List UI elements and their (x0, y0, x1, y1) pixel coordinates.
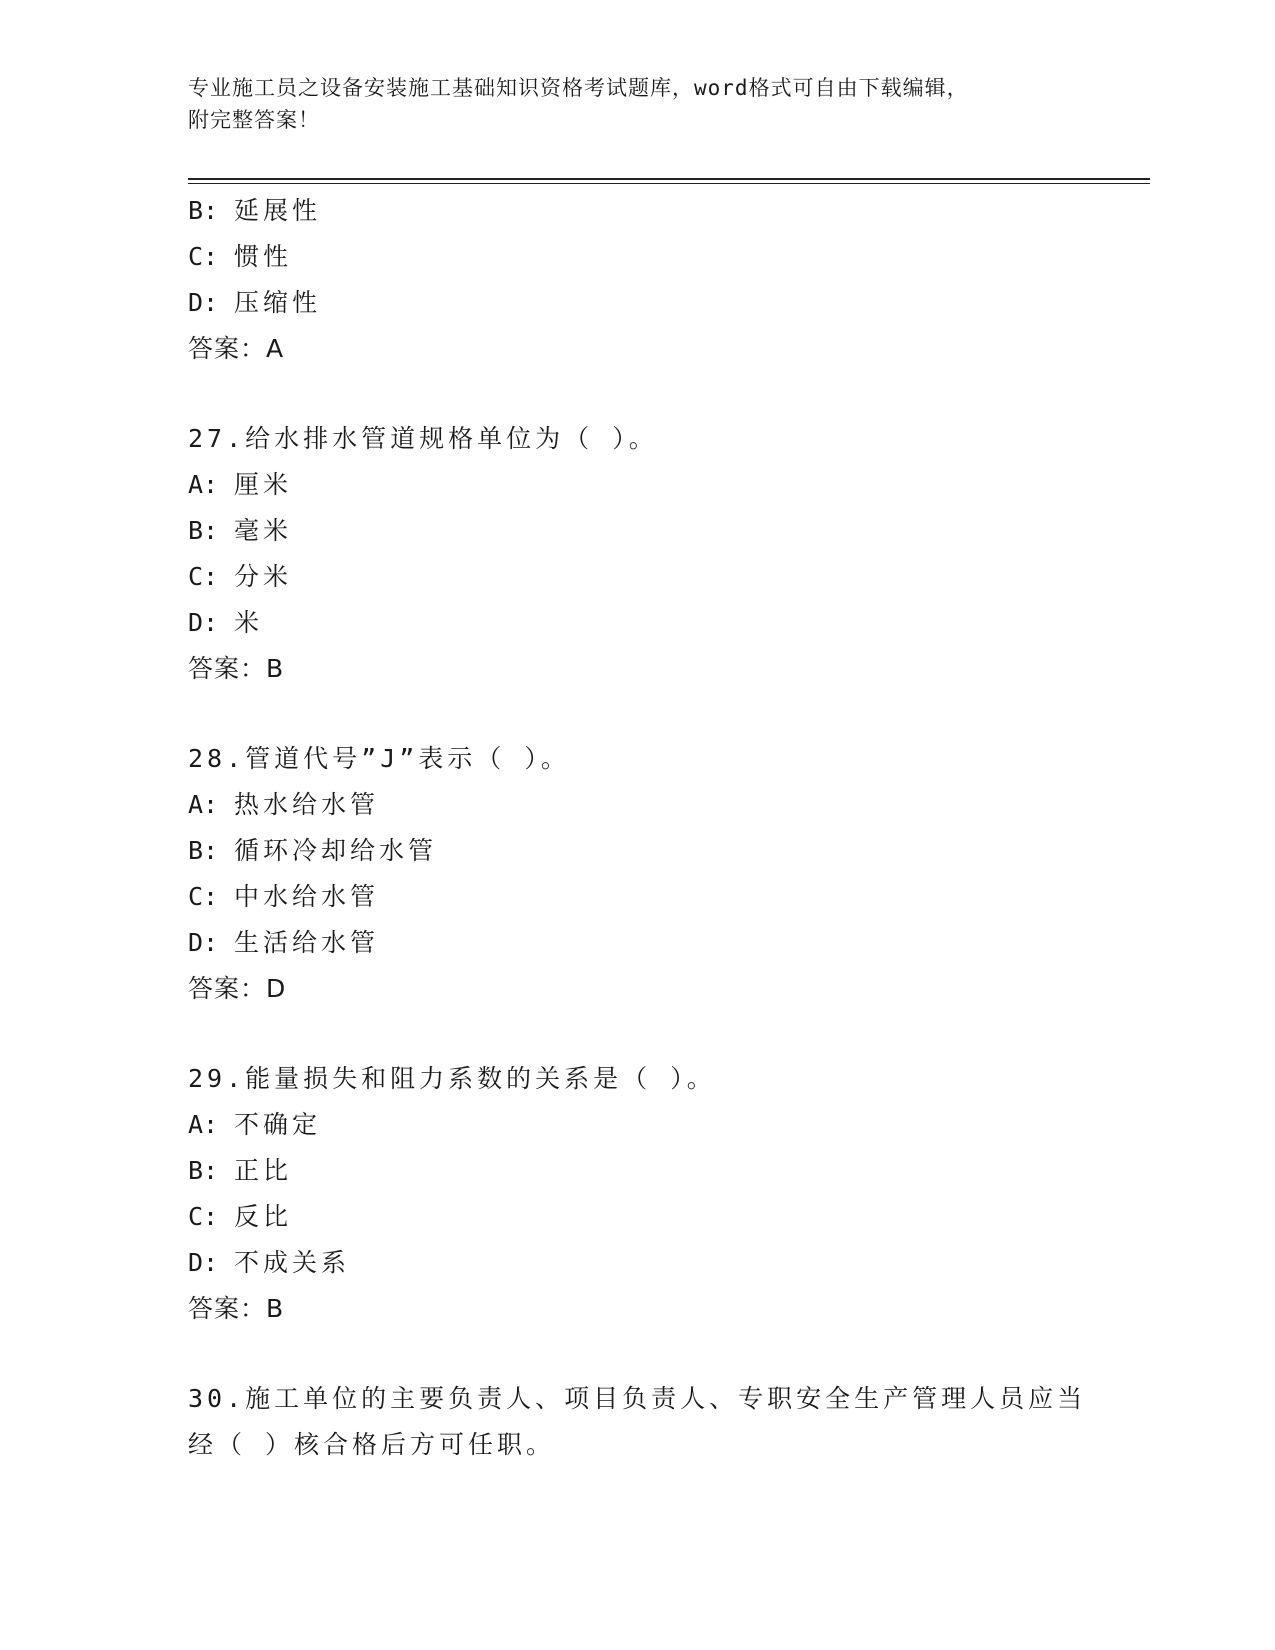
option-key: D: (188, 288, 219, 317)
question-29 (188, 1056, 1088, 1332)
option-text: 分米 (234, 562, 293, 591)
option-b (188, 508, 1088, 554)
option-key: B: (188, 196, 219, 225)
option-text: 不成关系 (234, 1248, 351, 1277)
option-key: D: (188, 608, 219, 637)
option-key: D: (188, 1248, 219, 1277)
option-text: 不确定 (234, 1110, 322, 1139)
option-c (188, 1194, 1088, 1240)
header-rule-thick (188, 178, 1150, 180)
header-rule-thin (188, 183, 1150, 184)
header-line-2: 附完整答案！ (188, 108, 320, 132)
option-key: C: (188, 882, 219, 911)
question-27 (188, 416, 1088, 692)
question-stem-line-2: 经（ ）核合格后方可任职。 (188, 1430, 556, 1459)
answer-line: 答案：B (188, 654, 285, 683)
option-key: B: (188, 516, 219, 545)
option-b (188, 828, 1088, 874)
option-text: 厘米 (234, 470, 293, 499)
option-text: 毫米 (234, 516, 293, 545)
question-28 (188, 736, 1088, 1012)
option-text: 正比 (234, 1156, 293, 1185)
option-key: D: (188, 928, 219, 957)
option-text: 热水给水管 (234, 790, 380, 819)
option-text: 压缩性 (234, 288, 322, 317)
option-text: 生活给水管 (234, 928, 380, 957)
option-key: C: (188, 562, 219, 591)
answer-line: 答案：A (188, 334, 285, 363)
option-text: 惯性 (234, 242, 293, 271)
question-stem: 29.能量损失和阻力系数的关系是（ ）。 (188, 1064, 716, 1093)
question-30 (188, 1376, 1088, 1468)
answer-line: 答案：B (188, 1294, 285, 1323)
option-c (188, 554, 1088, 600)
option-b (188, 1148, 1088, 1194)
question-stem: 27.给水排水管道规格单位为（ ）。 (188, 424, 658, 453)
option-d (188, 920, 1088, 966)
answer-line: 答案：D (188, 974, 287, 1003)
header-line-1: 专业施工员之设备安装施工基础知识资格考试题库，word格式可自由下载编辑， (188, 76, 969, 100)
option-d (188, 280, 1088, 326)
option-text: 循环冷却给水管 (234, 836, 438, 865)
option-text: 反比 (234, 1202, 293, 1231)
option-text: 中水给水管 (234, 882, 380, 911)
question-list (188, 188, 1088, 1468)
option-a (188, 782, 1088, 828)
option-d (188, 1240, 1088, 1286)
question-stem: 28.管道代号”J”表示（ ）。 (188, 744, 570, 773)
question-stem-line-1: 30.施工单位的主要负责人、项目负责人、专职安全生产管理人员应当 (188, 1384, 1087, 1413)
question-26-tail (188, 188, 1088, 372)
option-d (188, 600, 1088, 646)
option-b (188, 188, 1088, 234)
option-key: B: (188, 836, 219, 865)
option-key: A: (188, 790, 219, 819)
document-header (188, 72, 1068, 136)
option-key: B: (188, 1156, 219, 1185)
option-key: C: (188, 242, 219, 271)
option-text: 米 (234, 608, 264, 637)
option-key: A: (188, 1110, 219, 1139)
option-a (188, 1102, 1088, 1148)
option-text: 延展性 (234, 196, 322, 225)
option-c (188, 874, 1088, 920)
option-c (188, 234, 1088, 280)
option-key: A: (188, 470, 219, 499)
option-key: C: (188, 1202, 219, 1231)
option-a (188, 462, 1088, 508)
